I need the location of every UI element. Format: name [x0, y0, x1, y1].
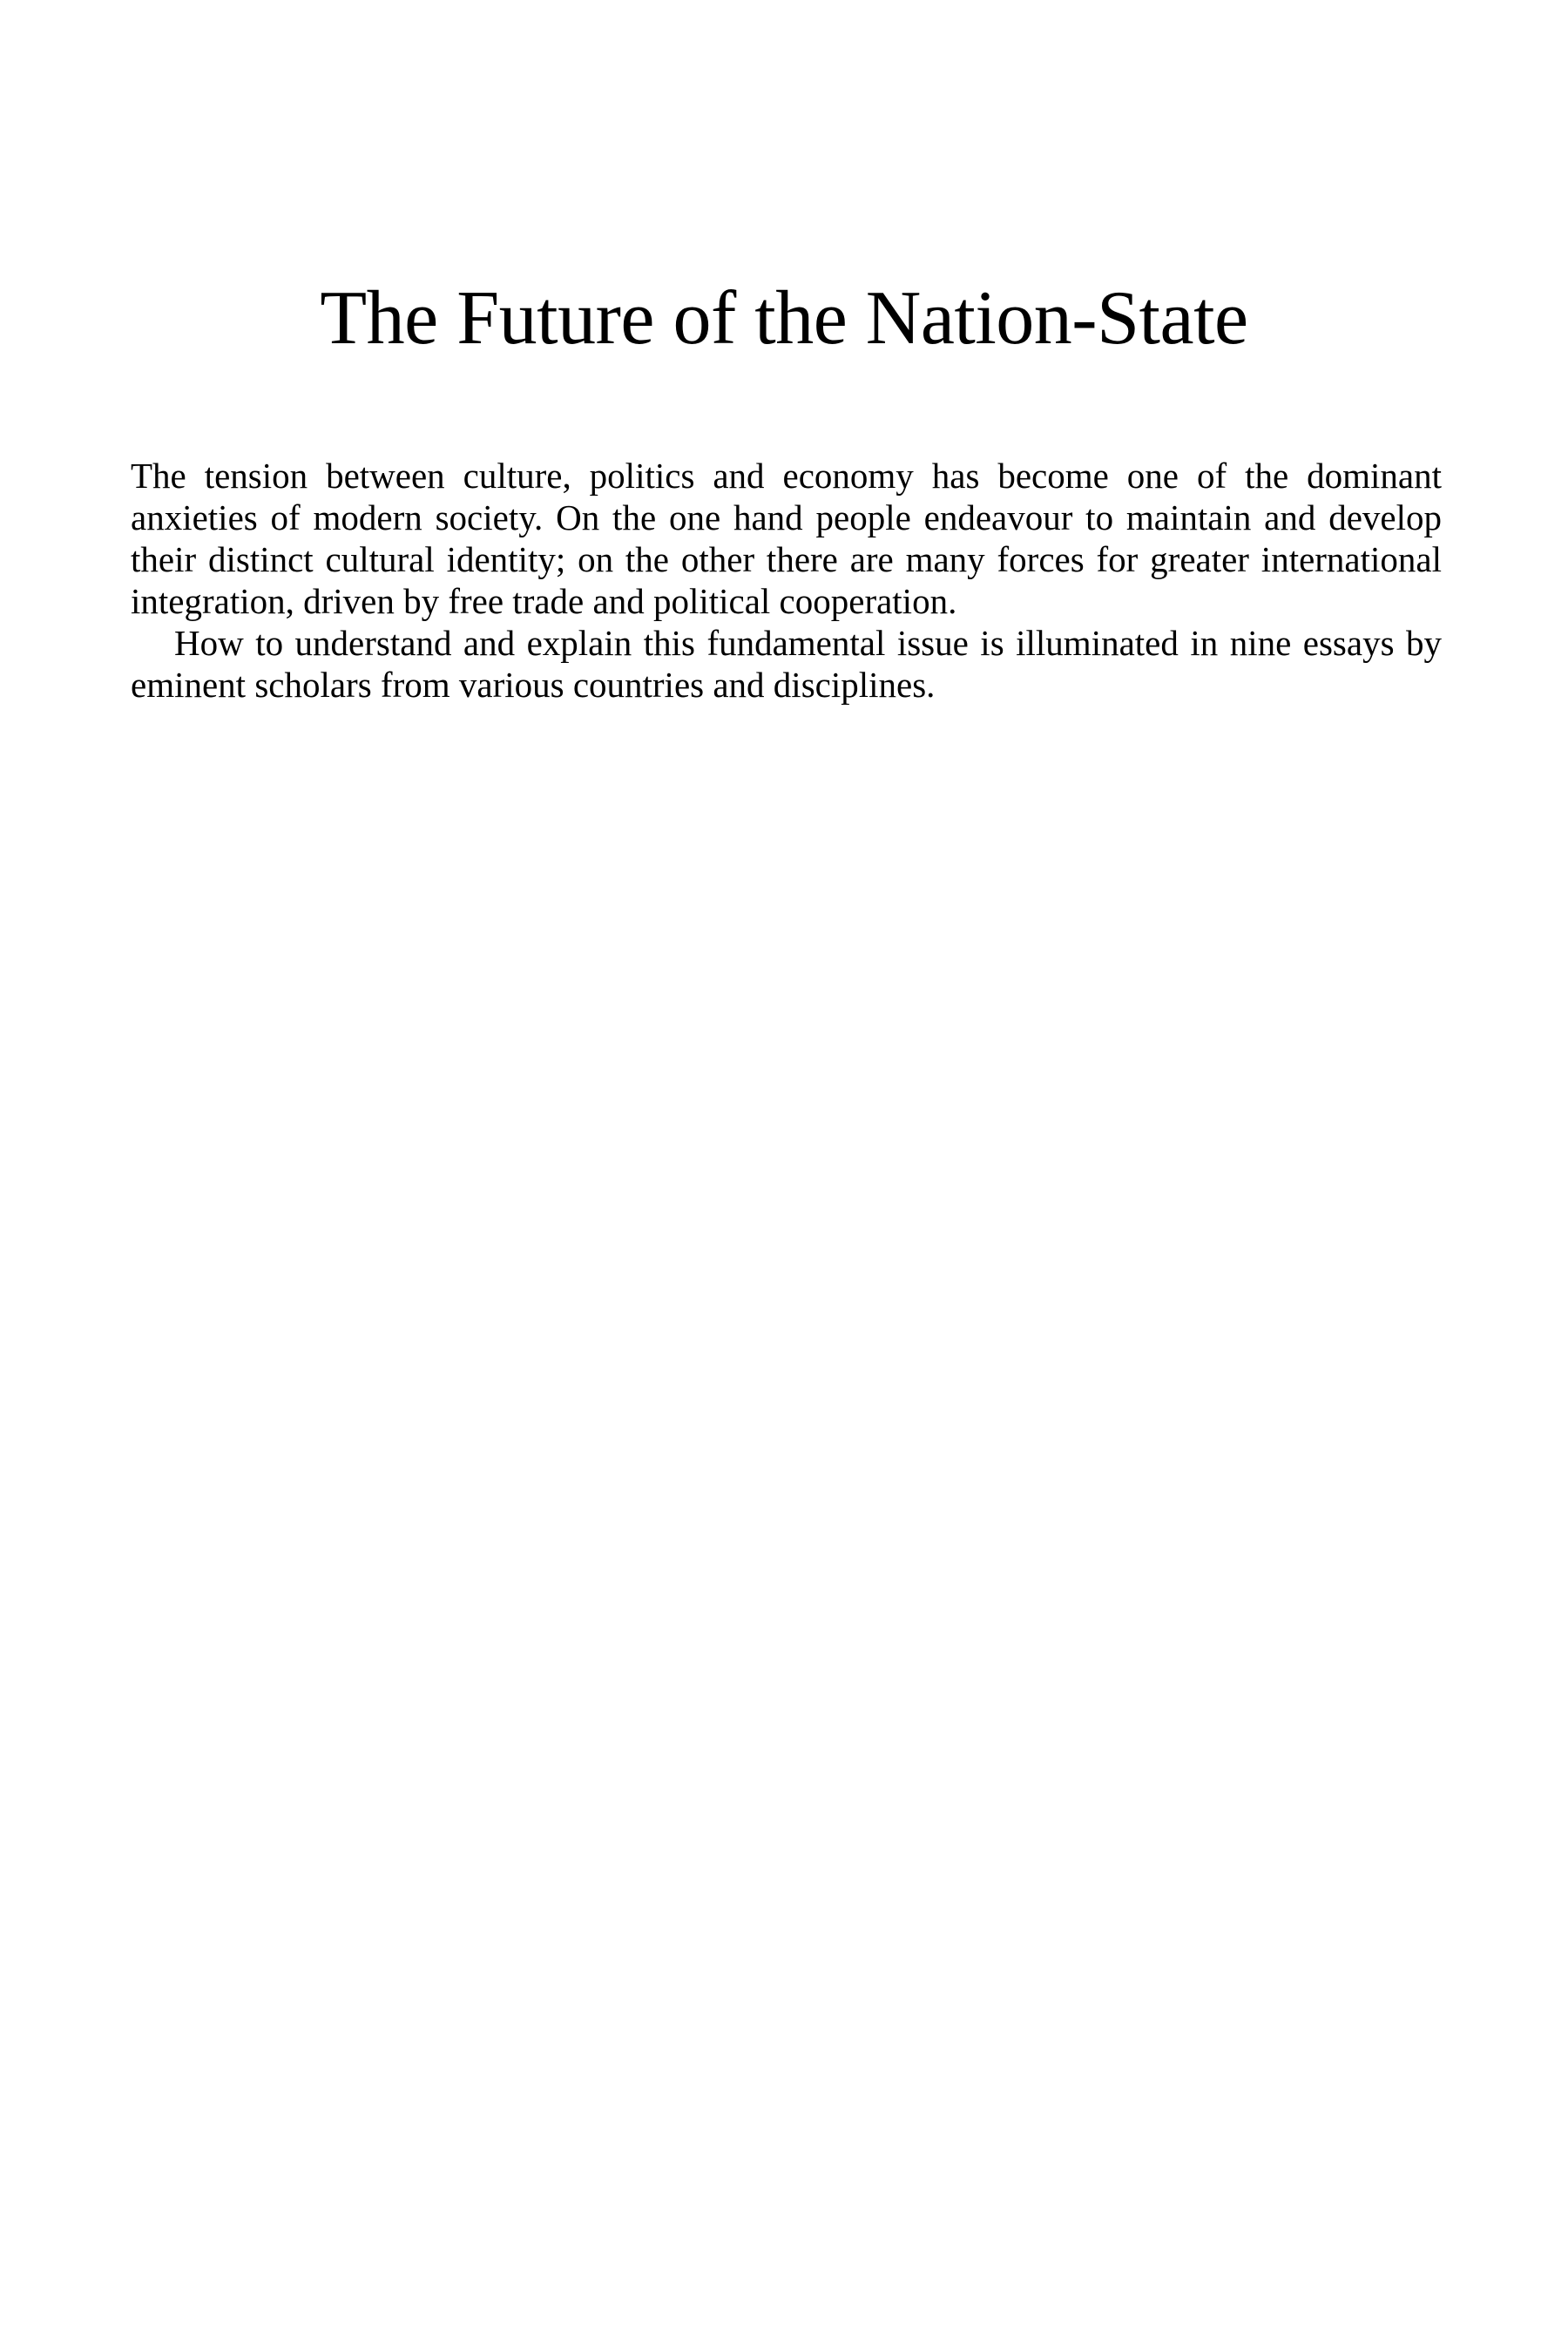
page-title: The Future of the Nation-State: [320, 276, 1248, 361]
blurb-text: [131, 455, 1442, 706]
paragraph: How to understand and explain this fundamental issue is illuminated in nine essays by eminent scholars from various countries and disciplines.: [131, 623, 1442, 705]
paragraph: The tension between culture, politics and economy has become one of the dominant anxieties of modern society. On the one hand people endeavour to maintain and develop their distinct cultural identity; on the other there are many forces for greater international integration, driven by free trade and political cooperation.: [131, 456, 1442, 621]
